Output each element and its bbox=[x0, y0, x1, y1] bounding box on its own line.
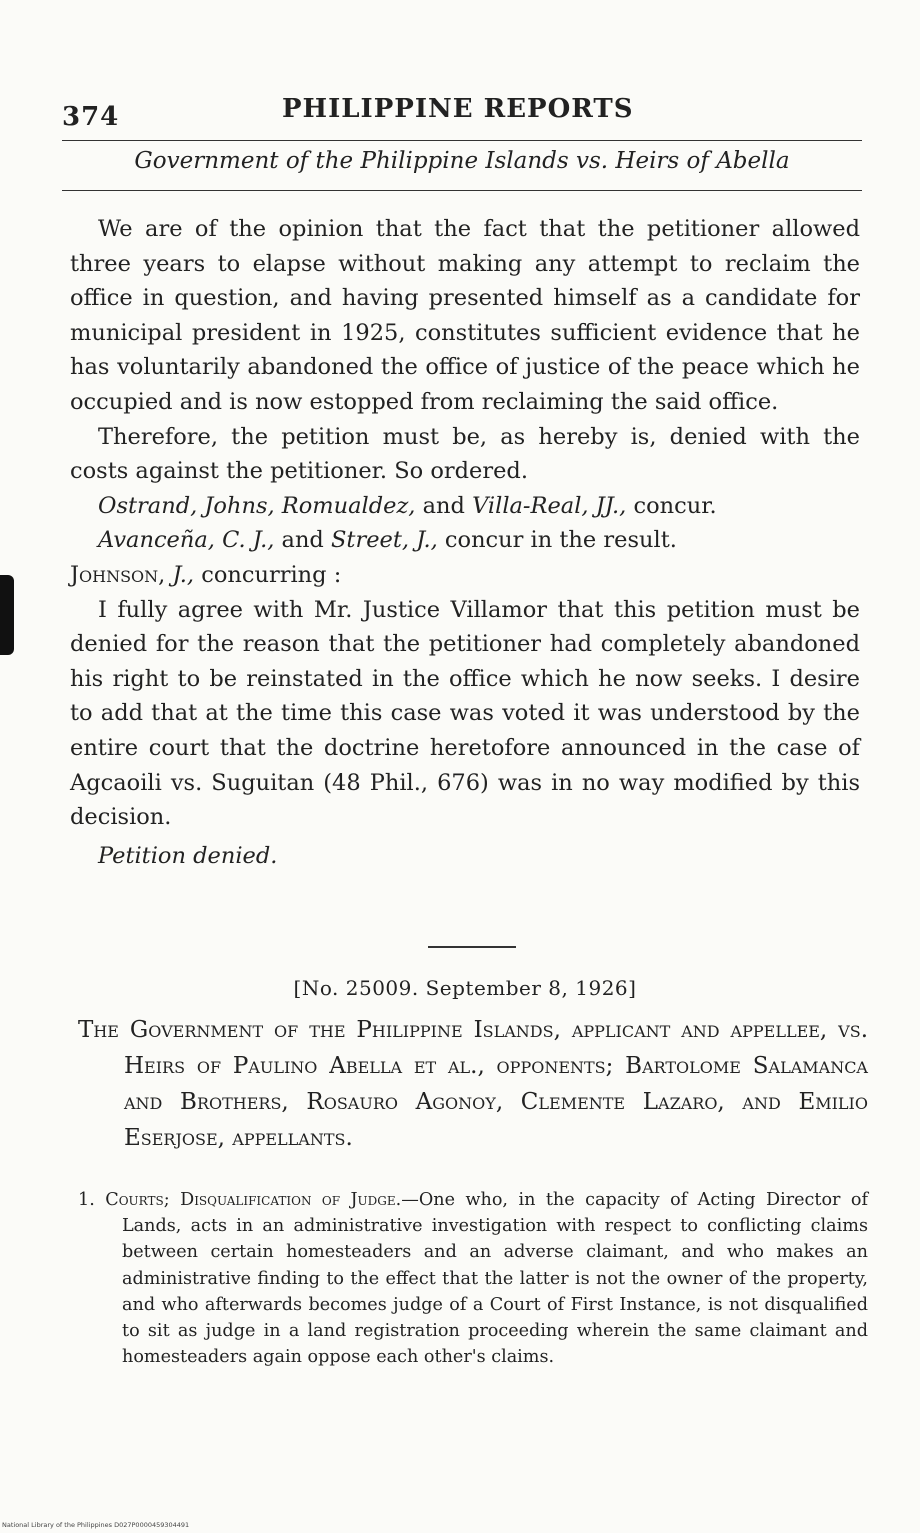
concur-last-justice: Villa-Real, JJ., bbox=[472, 492, 627, 519]
page-header bbox=[62, 92, 862, 140]
concur-chief-justice: Avanceña, C. J., bbox=[98, 527, 275, 554]
opinion-paragraph-2: Therefore, the petition must be, as hereby is, denied with the costs against the petitioner. So ordered. bbox=[70, 423, 860, 485]
concur-tail: concur. bbox=[626, 492, 717, 519]
concurrence-line-1 bbox=[70, 489, 860, 524]
concurrence-line-2 bbox=[70, 523, 860, 558]
header-rule-top bbox=[62, 140, 862, 141]
johnson-heading bbox=[70, 558, 860, 593]
syllabus-text: —One who, in the capacity of Acting Director of Lands, acts in an administrative investigation with respect to conflicting claims between certain homesteaders and an adverse claimant, and who makes an administrative finding to the effect that the latter is not the owner of the property, and who afterwards becomes judge of a Court of First Instance, is not disqualified to sit as judge in a land registration proceeding wherein the same claimant and homesteaders again oppose each other's claims. bbox=[122, 1190, 869, 1368]
header-rule-bottom bbox=[62, 190, 862, 191]
concur2-tail: concur in the result. bbox=[437, 527, 677, 554]
concur-street: Street, J., bbox=[331, 527, 438, 554]
docket-line: [No. 25009. September 8, 1926] bbox=[293, 976, 637, 1000]
section-divider bbox=[428, 946, 516, 948]
scan-footer-note: National Library of the Philippines D027P0000459304491 bbox=[2, 1521, 190, 1529]
johnson-name: Johnson, bbox=[70, 561, 166, 588]
running-title: PHILIPPINE REPORTS bbox=[282, 94, 634, 124]
johnson-opinion: I fully agree with Mr. Justice Villamor that this petition must be denied for the reason that the petitioner had completely abandoned his right to be reinstated in the office which he now seeks. I desire to add that at the time this case was voted it was understood by the entire court that the doctrine heretofore announced in the case of Agcaoili vs. Suguitan (48 Phil., 676) was in no way modified by this decision. bbox=[70, 596, 860, 831]
syllabus-item-1 bbox=[78, 1187, 868, 1370]
petition-denied: Petition denied. bbox=[98, 842, 278, 869]
concur-and: and bbox=[415, 492, 473, 519]
syllabus-number: 1. bbox=[78, 1190, 95, 1210]
concur-justices: Ostrand, Johns, Romualdez, bbox=[98, 492, 416, 519]
page-edge-shadow bbox=[0, 575, 14, 655]
page-number: 374 bbox=[62, 102, 120, 132]
johnson-tail: concurring : bbox=[194, 561, 342, 588]
case-caption: Government of the Philippine Islands vs. Heirs of Abella bbox=[134, 148, 790, 174]
johnson-j: J., bbox=[165, 561, 195, 588]
case-parties: The Government of the Philippine Islands, applicant and appellee, vs. Heirs of Paulino Abella et al., opponents; Bartolome Salamanca and Brothers, Rosauro Agonoy, Clemente Lazaro, and Emilio Eserjose, appellants. bbox=[78, 1017, 868, 1151]
opinion-body bbox=[70, 212, 860, 873]
syllabus-heading: Courts; Disqualification of Judge. bbox=[105, 1190, 402, 1210]
opinion-paragraph-1: We are of the opinion that the fact that the petitioner allowed three years to elapse without making any attempt to reclaim the office in question, and having presented himself as a candidate for municipal president in 1925, constitutes sufficient evidence that he has voluntarily abandoned the office of justice of the peace which he occupied and is now estopped from reclaiming the said office. bbox=[70, 216, 860, 415]
concur2-and: and bbox=[274, 527, 331, 554]
